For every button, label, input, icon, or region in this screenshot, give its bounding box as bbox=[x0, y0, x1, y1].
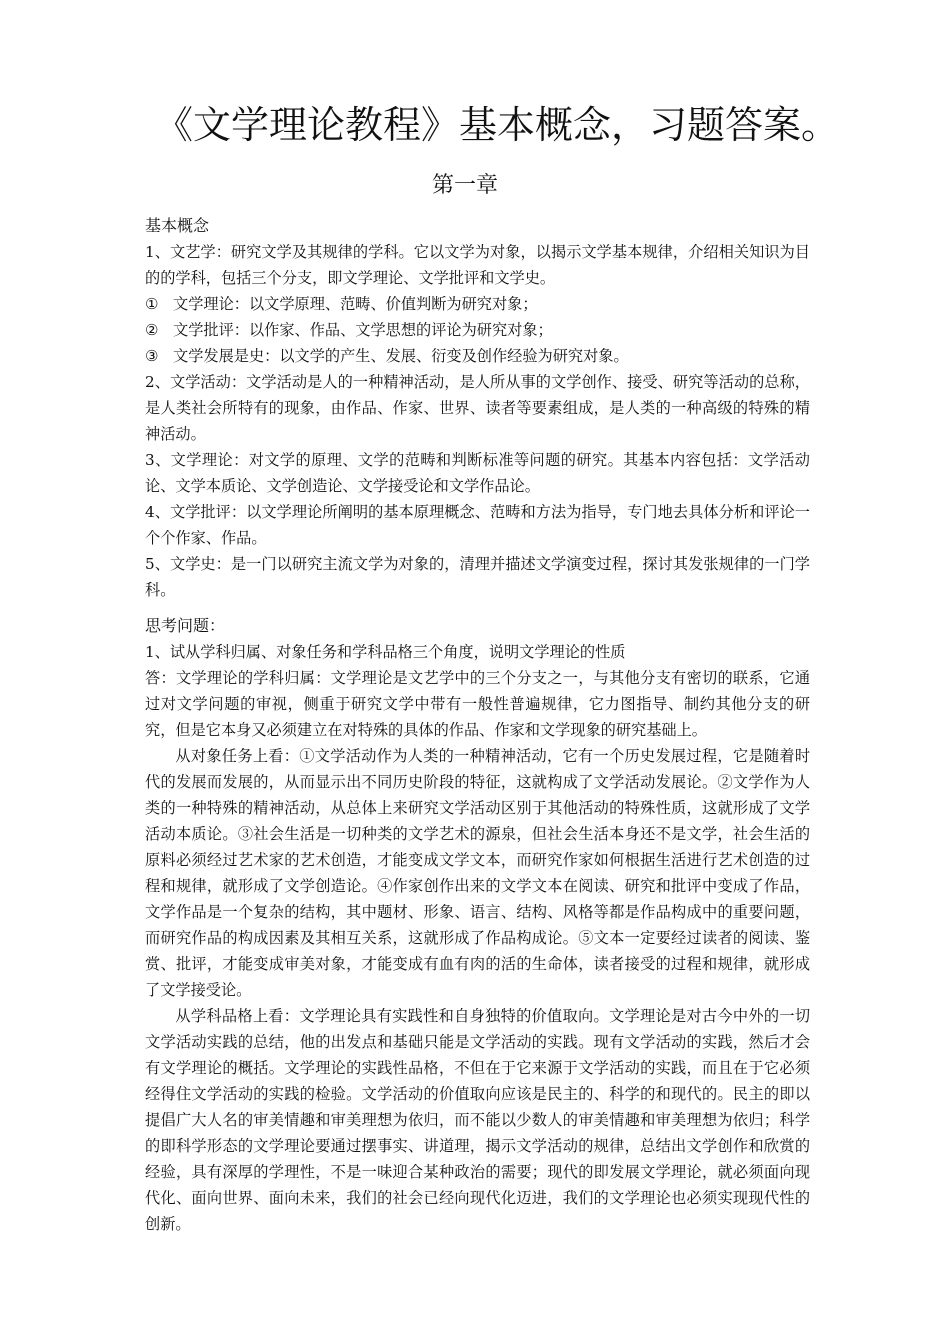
question-1: 1、试从学科归属、对象任务和学科品格三个角度，说明文学理论的性质 bbox=[145, 643, 626, 661]
answer-object-task: 从对象任务上看：①文学活动作为人类的一种精神活动，它有一个历史发展过程，它是随着时代的发展而发展的，从而显示出不同历史阶段的特征，这就构成了文学活动发展论。②文学作为人类的一种特殊的精神活动，从总体上来研究文学活动区别于其他活动的特殊性质，这就形成了文学活动本质论。③社会生活是一切种类的文学艺术的源泉，但社会生活本身还不是文学，社会生活的原料必须经过艺术家的艺术创造，才能变成文学文本，而研究作家如何根据生活进行艺术创造的过程和规律，就形成了文学创造论。④作家创作出来的文学文本在阅读、研究和批评中变成了作品，文学作品是一个复杂的结构，其中题材、形象、语言、结构、风格等都是作品构成中的重要问题，而研究作品的构成因素及其相互关系，这就形成了作品构成论。⑤文本一定要经过读者的阅读、鉴赏、批评，才能变成审美对象，才能变成有血有肉的活的生命体，读者接受的过程和规律，就形成了文学接受论。 bbox=[145, 747, 810, 999]
circled-number: ③ bbox=[145, 347, 159, 365]
concept-item-3: 3、文学理论：对文学的原理、文学的范畴和判断标准等问题的研究。其基本内容包括：文学活动论、文学本质论、文学创造论、文学接受论和文学作品论。 bbox=[145, 451, 810, 495]
concepts-section bbox=[145, 213, 810, 603]
circled-number: ① bbox=[145, 295, 159, 313]
concept-subitem-1 bbox=[145, 291, 810, 317]
concept-subitem-text: 文学发展是史：以文学的产生、发展、衍变及创作经验为研究对象。 bbox=[173, 347, 629, 365]
answer-discipline: 答：文学理论的学科归属：文学理论是文艺学中的三个分支之一，与其他分支有密切的联系，它通过对文学问题的审视，侧重于研究文学中带有一般性普遍规律，它力图指导、制约其他分支的研究，但是它本身又必须建立在对特殊的具体的作品、作家和文学现象的研究基础上。 bbox=[145, 669, 810, 739]
questions-section bbox=[145, 613, 810, 1237]
concept-subitem-3 bbox=[145, 343, 810, 369]
concept-subitem-text: 文学理论：以文学原理、范畴、价值判断为研究对象； bbox=[173, 295, 538, 313]
concepts-heading: 基本概念 bbox=[145, 216, 210, 235]
concept-item-4: 4、文学批评：以文学理论所阐明的基本原理概念、范畴和方法为指导，专门地去具体分析和评论一个个作家、作品。 bbox=[145, 503, 810, 547]
circled-number: ② bbox=[145, 321, 159, 339]
concept-item-1: 1、文艺学：研究文学及其规律的学科。它以文学为对象，以揭示文学基本规律，介绍相关知识为目的的学科，包括三个分支，即文学理论、文学批评和文学史。 bbox=[145, 243, 810, 287]
concept-item-5: 5、文学史：是一门以研究主流文学为对象的，清理并描述文学演变过程，探讨其发张规律的一门学科。 bbox=[145, 555, 810, 599]
questions-heading: 思考问题： bbox=[145, 616, 226, 635]
answer-character: 从学科品格上看：文学理论具有实践性和自身独特的价值取向。文学理论是对古今中外的一切文学活动实践的总结，他的出发点和基础只能是文学活动的实践。现有文学活动的实践，然后才会有文学理论的概括。文学理论的实践性品格，不但在于它来源于文学活动的实践，而且在于它必须经得住文学活动的实践的检验。文学活动的价值取向应该是民主的、科学的和现代的。民主的即以提倡广大人名的审美情趣和审美理想为依归，而不能以少数人的审美情趣和审美理想为依归；科学的即科学形态的文学理论要通过摆事实、讲道理，揭示文学活动的规律，总结出文学创作和欣赏的经验，具有深厚的学理性，不是一味迎合某种政治的需要；现代的即发展文学理论，就必须面向现代化、面向世界、面向未来，我们的社会已经向现代化迈进，我们的文学理论也必须实现现代性的创新。 bbox=[145, 1007, 810, 1233]
concept-item-2: 2、文学活动：文学活动是人的一种精神活动，是人所从事的文学创作、接受、研究等活动的总称，是人类社会所特有的现象，由作品、作家、世界、读者等要素组成，是人类的一种高级的特殊的精神活动。 bbox=[145, 373, 810, 443]
concept-subitem-text: 文学批评：以作家、作品、文学思想的评论为研究对象； bbox=[173, 321, 553, 339]
chapter-heading: 第一章 bbox=[431, 173, 498, 198]
document-title: 《文学理论教程》基本概念，习题答案。 bbox=[155, 103, 840, 147]
concept-subitem-2 bbox=[145, 317, 810, 343]
